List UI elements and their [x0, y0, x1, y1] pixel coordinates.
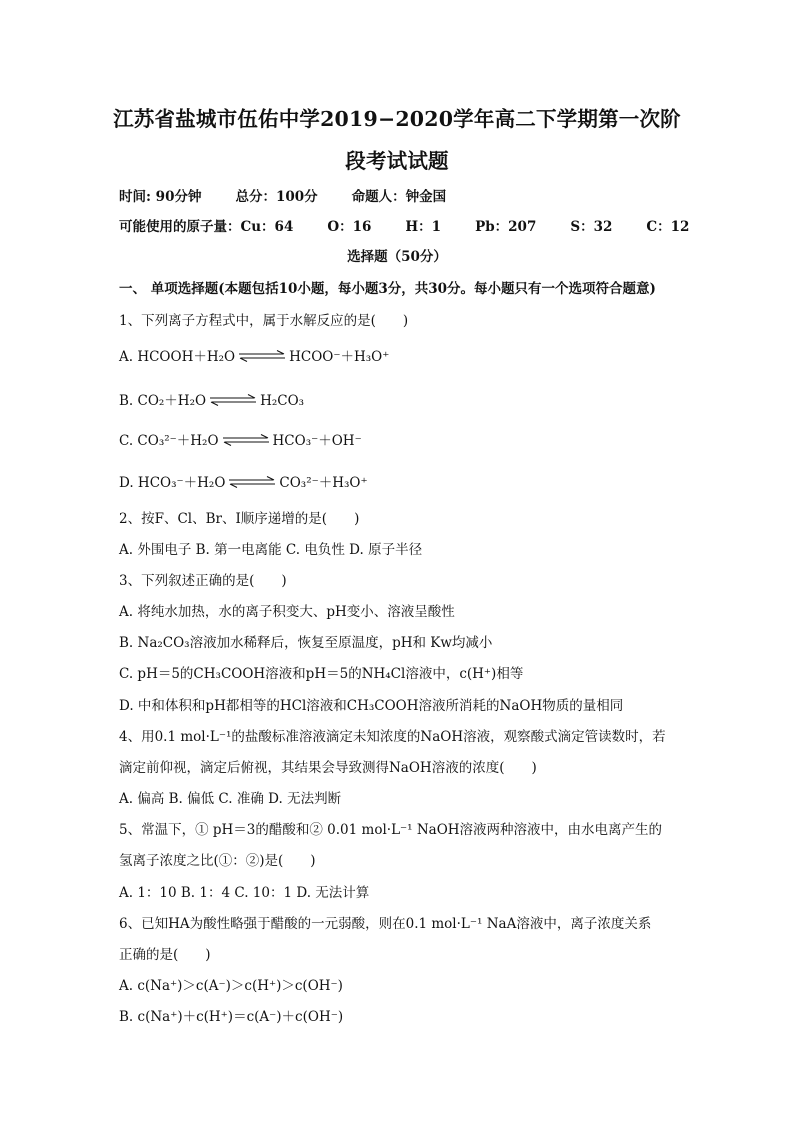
atomic-mass-s: S：32 [570, 219, 613, 235]
question-6-option-a: A. c(Na⁺)＞c(A⁻)＞c(H⁺)＞c(OH⁻) [119, 978, 343, 994]
question-4-stem-line-2: 滴定前仰视，滴定后俯视，其结果会导致测得NaOH溶液的浓度( ) [119, 760, 537, 776]
atomic-masses-label: 可能使用的原子量： [119, 219, 241, 235]
question-5-options: A. 1：10 B. 1：4 C. 10：1 D. 无法计算 [119, 885, 370, 901]
question-1-stem: 1、下列离子方程式中，属于水解反应的是( ) [119, 313, 409, 329]
exam-time: 时间: 90分钟 [119, 189, 202, 205]
equilibrium-arrow-icon [208, 393, 258, 411]
atomic-mass-pb: Pb：207 [475, 219, 537, 235]
question-6-stem-line-2: 正确的是( ) [119, 947, 211, 963]
question-1-option-a [119, 348, 389, 367]
exam-title-line-1: 江苏省盐城市伍佑中学2019−2020学年高二下学期第一次阶 [113, 107, 681, 131]
option-b-left: B. CO₂＋H₂O [119, 393, 207, 409]
equilibrium-arrow-icon [227, 475, 277, 493]
question-3-option-d: D. 中和体积和pH都相等的HCl溶液和CH₃COOH溶液所消耗的NaOH物质的量相同 [119, 698, 624, 714]
question-4-options: A. 偏高 B. 偏低 C. 准确 D. 无法判断 [119, 791, 342, 807]
option-b-right: H₂CO₃ [260, 393, 305, 409]
question-3-stem: 3、下列叙述正确的是( ) [119, 573, 287, 589]
atomic-masses [119, 218, 689, 236]
question-6-option-b: B. c(Na⁺)＋c(H⁺)＝c(A⁻)＋c(OH⁻) [119, 1009, 344, 1025]
option-c-left: C. CO₃²⁻＋H₂O [119, 433, 219, 449]
question-5-stem-line-1: 5、常温下，① pH＝3的醋酸和② 0.01 mol·L⁻¹ NaOH溶液两种溶液中，由水电离产生的 [119, 822, 663, 838]
question-1-option-b [119, 392, 304, 411]
atomic-mass-c: C：12 [646, 219, 690, 235]
atomic-mass-o: O：16 [327, 219, 372, 235]
question-2-options: A. 外围电子 B. 第一电离能 C. 电负性 D. 原子半径 [119, 542, 423, 558]
question-3-option-c: C. pH＝5的CH₃COOH溶液和pH＝5的NH₄Cl溶液中，c(H⁺)相等 [119, 666, 524, 682]
option-c-right: HCO₃⁻＋OH⁻ [272, 433, 362, 449]
question-6-stem-line-1: 6、已知HA为酸性略强于醋酸的一元弱酸，则在0.1 mol·L⁻¹ NaA溶液中，离子浓度关系 [119, 916, 652, 932]
question-1-option-c [119, 432, 362, 451]
equilibrium-arrow-icon [221, 433, 271, 451]
option-a-right: HCOO⁻＋H₃O⁺ [289, 349, 390, 365]
atomic-mass-cu: Cu：64 [240, 219, 294, 235]
question-4-stem-line-1: 4、用0.1 mol·L⁻¹的盐酸标准溶液滴定未知浓度的NaOH溶液，观察酸式滴定管读数时，若 [119, 729, 666, 745]
option-a-left: A. HCOOH＋H₂O [119, 349, 236, 365]
question-5-stem-line-2: 氢离子浓度之比(①：②)是( ) [119, 853, 316, 869]
atomic-mass-h: H：1 [405, 219, 442, 235]
question-3-option-a: A. 将纯水加热，水的离子积变大、pH变小、溶液呈酸性 [119, 604, 455, 620]
exam-info [119, 188, 446, 206]
question-1-option-d [119, 474, 368, 493]
part-one-heading: 一、 单项选择题(本题包括10小题，每小题3分，共30分。每小题只有一个选项符合题意) [119, 281, 656, 297]
question-2-stem: 2、按F、Cl、Br、I顺序递增的是( ) [119, 511, 360, 527]
exam-title-line-2: 段考试试题 [345, 149, 449, 173]
question-3-option-b: B. Na₂CO₃溶液加水稀释后，恢复至原温度，pH和 Kw均减小 [119, 635, 493, 651]
exam-total-score: 总分：100分 [235, 189, 318, 205]
section-heading: 选择题（50分） [347, 249, 447, 265]
equilibrium-arrow-icon [237, 349, 287, 367]
exam-author: 命题人：钟金国 [351, 189, 447, 205]
option-d-right: CO₃²⁻＋H₃O⁺ [279, 475, 368, 491]
option-d-left: D. HCO₃⁻＋H₂O [119, 475, 226, 491]
